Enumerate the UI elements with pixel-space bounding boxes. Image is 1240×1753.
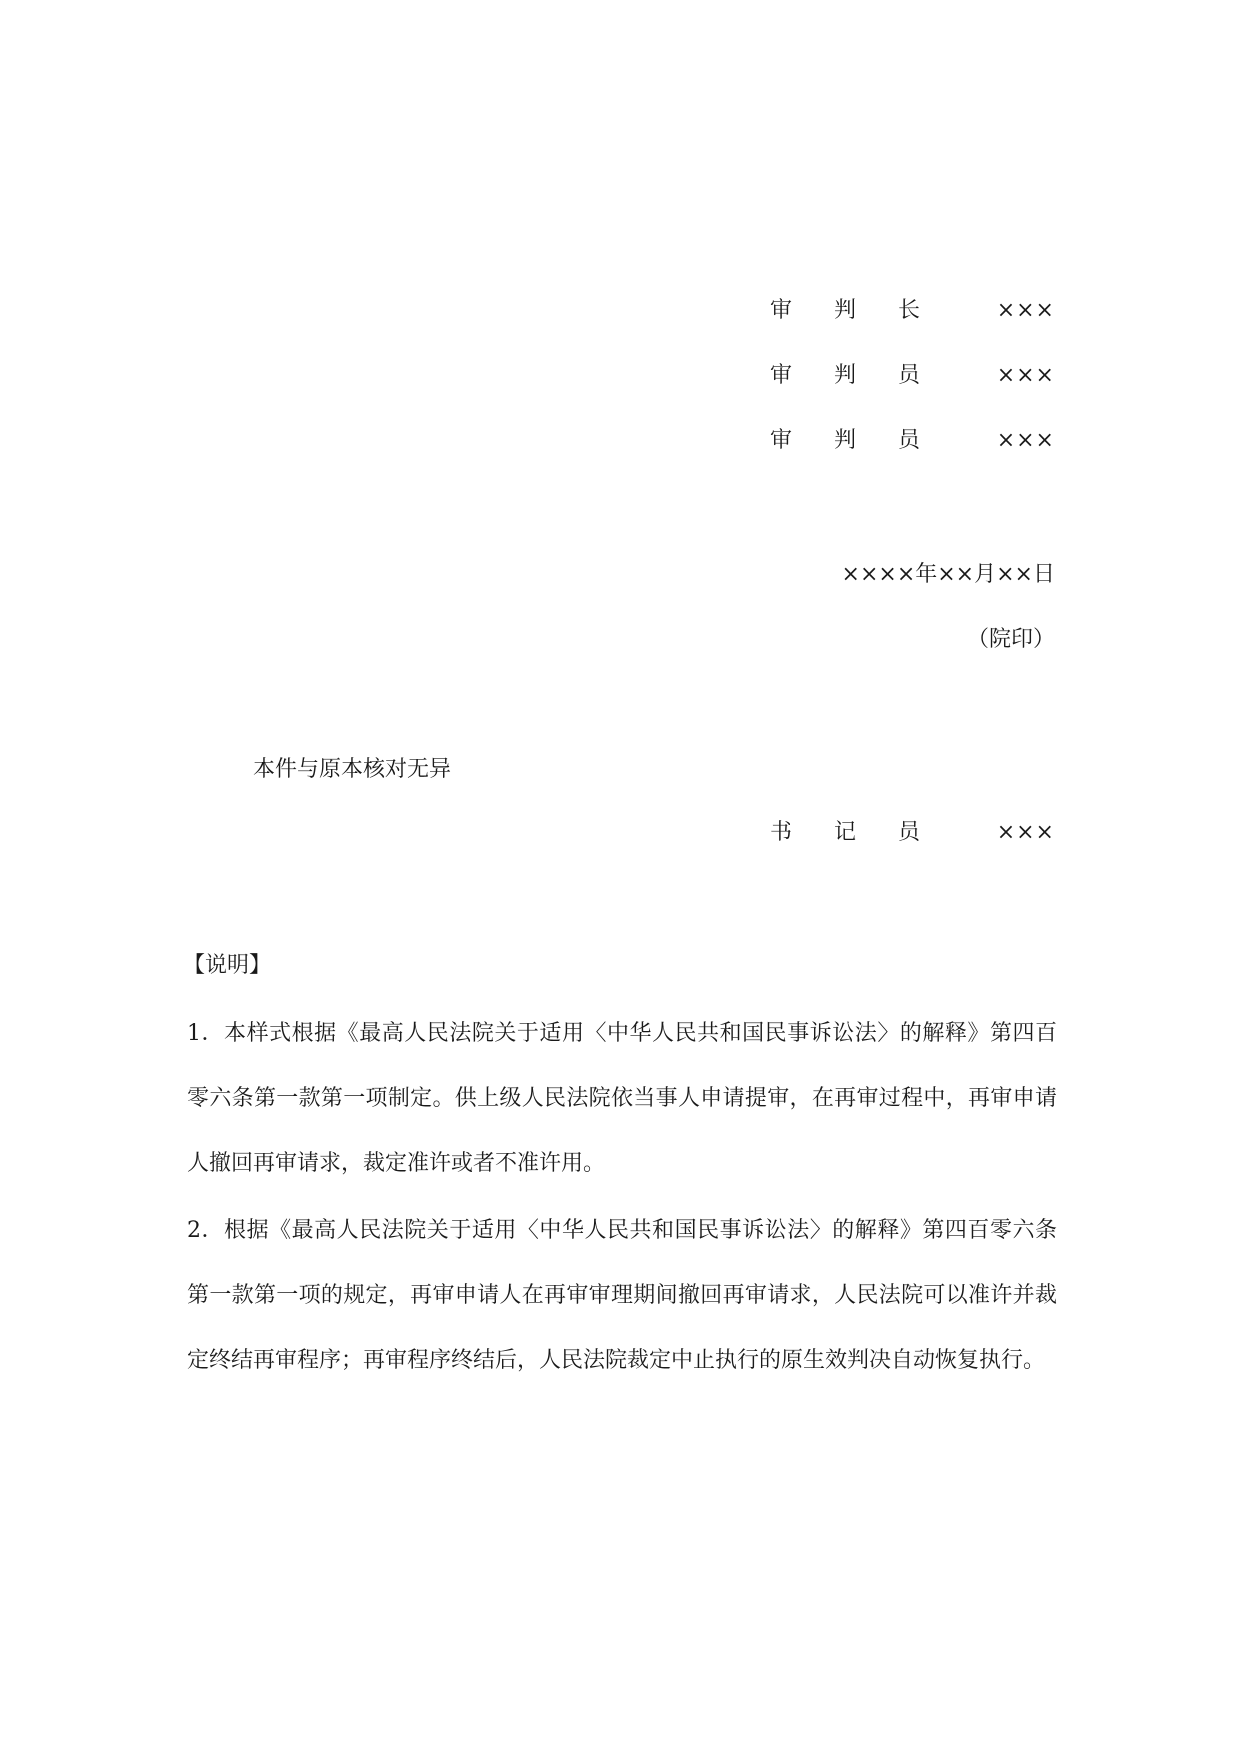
- signature-role: 审 判 员: [770, 428, 920, 453]
- signature-name: ×××: [996, 363, 1055, 388]
- signature-role: 书 记 员: [770, 820, 920, 845]
- notes-heading: 【说明】: [183, 953, 272, 978]
- signature-judge-2: [770, 423, 1055, 459]
- signature-judge-1: [770, 358, 1055, 394]
- court-seal-note: （院印）: [966, 627, 1055, 652]
- signature-role: 审 判 员: [770, 363, 920, 388]
- signature-name: ×××: [996, 820, 1055, 845]
- note-item-1: 1．本样式根据《最高人民法院关于适用〈中华人民共和国民事诉讼法〉的解释》第四百零六条第一款第一项制定。供上级人民法院依当事人申请提审，在再审过程中，再审申请人撤回再审请求，裁定准许或者不准许用。: [187, 1021, 1057, 1176]
- certification-text: 本件与原本核对无异: [253, 757, 452, 782]
- document-date: ××××年××月××日: [841, 562, 1055, 587]
- signature-name: ×××: [996, 298, 1055, 323]
- signature-role: 审 判 长: [770, 298, 920, 323]
- signature-name: ×××: [996, 428, 1055, 453]
- note-item-2: 2．根据《最高人民法院关于适用〈中华人民共和国民事诉讼法〉的解释》第四百零六条第一款第一项的规定，再审申请人在再审审理期间撤回再审请求，人民法院可以准许并裁定终结再审程序；再审程序终结后，人民法院裁定中止执行的原生效判决自动恢复执行。: [187, 1218, 1057, 1373]
- signature-clerk: [770, 815, 1055, 851]
- signature-presiding-judge: [770, 293, 1055, 329]
